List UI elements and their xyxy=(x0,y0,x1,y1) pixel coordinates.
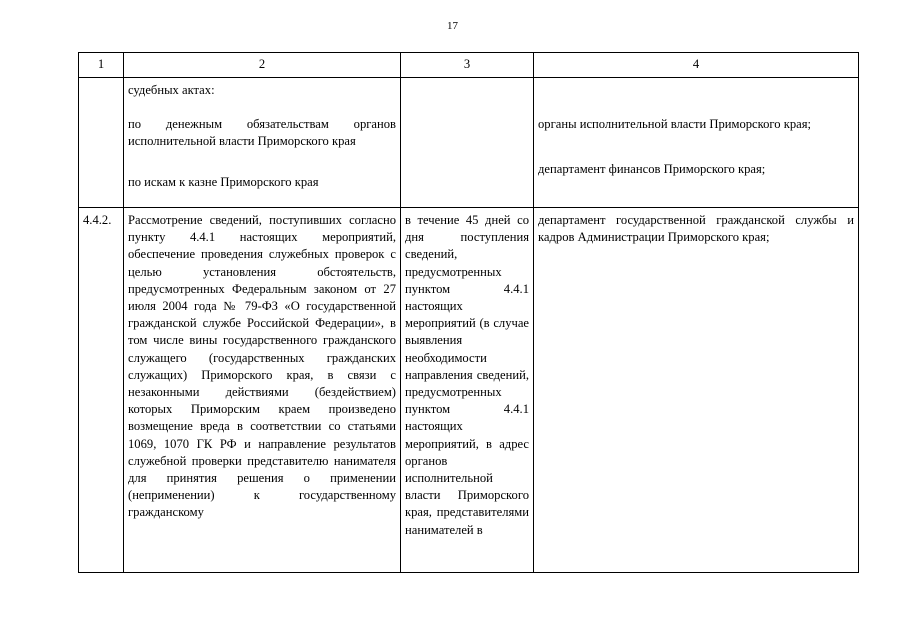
header-cell-3: 3 xyxy=(401,53,534,78)
header-cell-4: 4 xyxy=(534,53,859,78)
row-b-description-cell: Рассмотрение сведений, поступивших согласно пункту 4.4.1 настоящих мероприятий, обеспечение проведения служебных проверок с целью установления обстоятельств, предусмотренных Федеральным законом от 27 июля 2004 года № 79-ФЗ «О государственной гражданской службе Российской Федерации», в том числе вины государственного гражданского служащего (государственных гражданских служащих) Приморского края, в связи с незаконными действиями (бездействием) которых Приморским краем произведено возмещение вреда в соответствии со статьями 1069, 1070 ГК РФ и направление результатов служебной проверки представителю нанимателя для принятия решения о применении (неприменении) к государственному гражданскому xyxy=(124,208,401,573)
finance-department-text: департамент финансов Приморского края; xyxy=(538,162,766,177)
treasury-claims-text: по искам к казне Приморского края xyxy=(128,174,319,189)
row-a-number-cell xyxy=(79,78,124,208)
header-cell-2: 2 xyxy=(124,53,401,78)
page-number: 17 xyxy=(447,20,458,32)
row-a-description-cell xyxy=(124,78,401,208)
measures-table xyxy=(78,52,859,573)
row-b-responsible-cell: департамент государственной гражданской службы и кадров Администрации Приморского края; xyxy=(534,208,859,573)
row-a-responsible-cell xyxy=(534,78,859,208)
table-row xyxy=(79,208,859,573)
header-cell-1: 1 xyxy=(79,53,124,78)
executive-bodies-text: органы исполнительной власти Приморского края; xyxy=(538,117,811,131)
table-row xyxy=(79,78,859,208)
row-b-number-cell: 4.4.2. xyxy=(79,208,124,573)
judicial-acts-text: судебных актах: xyxy=(128,83,215,97)
table-header-row xyxy=(79,53,859,78)
monetary-obligations-text: по денежным обязательствам органов исполнительной власти Приморского края xyxy=(128,117,396,149)
row-b-deadline-cell: в течение 45 дней со дня поступления сведений, предусмотренных пунктом 4.4.1 настоящих мероприятий (в случае выявления необходимости направления сведений, предусмотренных пунктом 4.4.1 настоящих мероприятий, в адрес органов исполнительной власти Приморского края, представителями нанимателей в xyxy=(401,208,534,573)
row-a-deadline-cell xyxy=(401,78,534,208)
